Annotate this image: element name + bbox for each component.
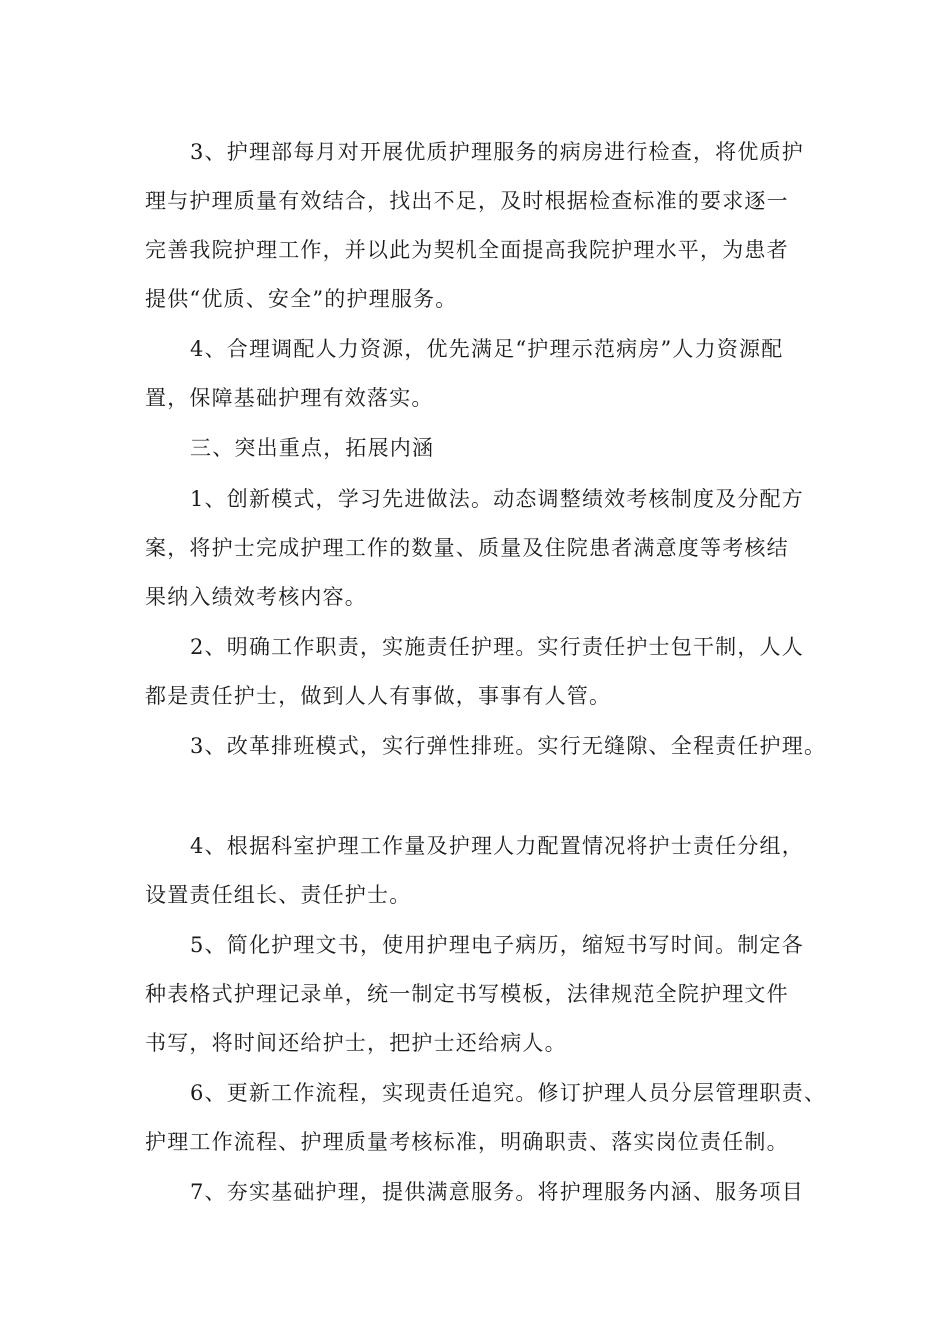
item-2-line-2: 都是责任护士，做到人人有事做，事事有人管。: [145, 684, 612, 708]
section-heading: 三、突出重点，拓展内涵: [190, 436, 435, 460]
paragraph-3-line-3: 完善我院护理工作，并以此为契机全面提高我院护理水平，为患者: [145, 238, 789, 262]
item-3-line-1: 3、改革排班模式，实行弹性排班。实行无缝隙、全程责任护理。: [190, 734, 827, 758]
item-4-line-2: 设置责任组长、责任护士。: [145, 883, 412, 907]
item-6-line-2: 护理工作流程、护理质量考核标准，明确职责、落实岗位责任制。: [145, 1130, 789, 1154]
item-1-line-3: 果纳入绩效考核内容。: [145, 585, 367, 609]
item-5-line-3: 书写，将时间还给护士，把护士还给病人。: [145, 1031, 567, 1055]
item-1-line-2: 案，将护士完成护理工作的数量、质量及住院患者满意度等考核结: [145, 536, 789, 560]
item-4-line-1: 4、根据科室护理工作量及护理人力配置情况将护士责任分组，: [190, 834, 804, 858]
paragraph-4-line-2: 置，保障基础护理有效落实。: [145, 386, 434, 410]
item-6-line-1: 6、更新工作流程，实现责任追究。修订护理人员分层管理职责、: [190, 1081, 827, 1105]
item-1-line-1: 1、创新模式，学习先进做法。动态调整绩效考核制度及分配方: [190, 487, 804, 511]
paragraph-3-line-2: 理与护理质量有效结合，找出不足，及时根据检查标准的要求逐一: [145, 189, 789, 213]
paragraph-3-line-4: 提供“优质、安全”的护理服务。: [145, 287, 458, 311]
item-5-line-1: 5、简化护理文书，使用护理电子病历，缩短书写时间。制定各: [190, 933, 804, 957]
paragraph-4-line-1: 4、合理调配人力资源，优先满足“护理示范病房”人力资源配: [190, 337, 784, 361]
item-7-line-1: 7、夯实基础护理，提供满意服务。将护理服务内涵、服务项目: [190, 1180, 804, 1204]
item-2-line-1: 2、明确工作职责，实施责任护理。实行责任护士包干制，人人: [190, 635, 804, 659]
item-5-line-2: 种表格式护理记录单，统一制定书写模板，法律规范全院护理文件: [145, 982, 789, 1006]
paragraph-3-line-1: 3、护理部每月对开展优质护理服务的病房进行检查，将优质护: [190, 140, 804, 164]
